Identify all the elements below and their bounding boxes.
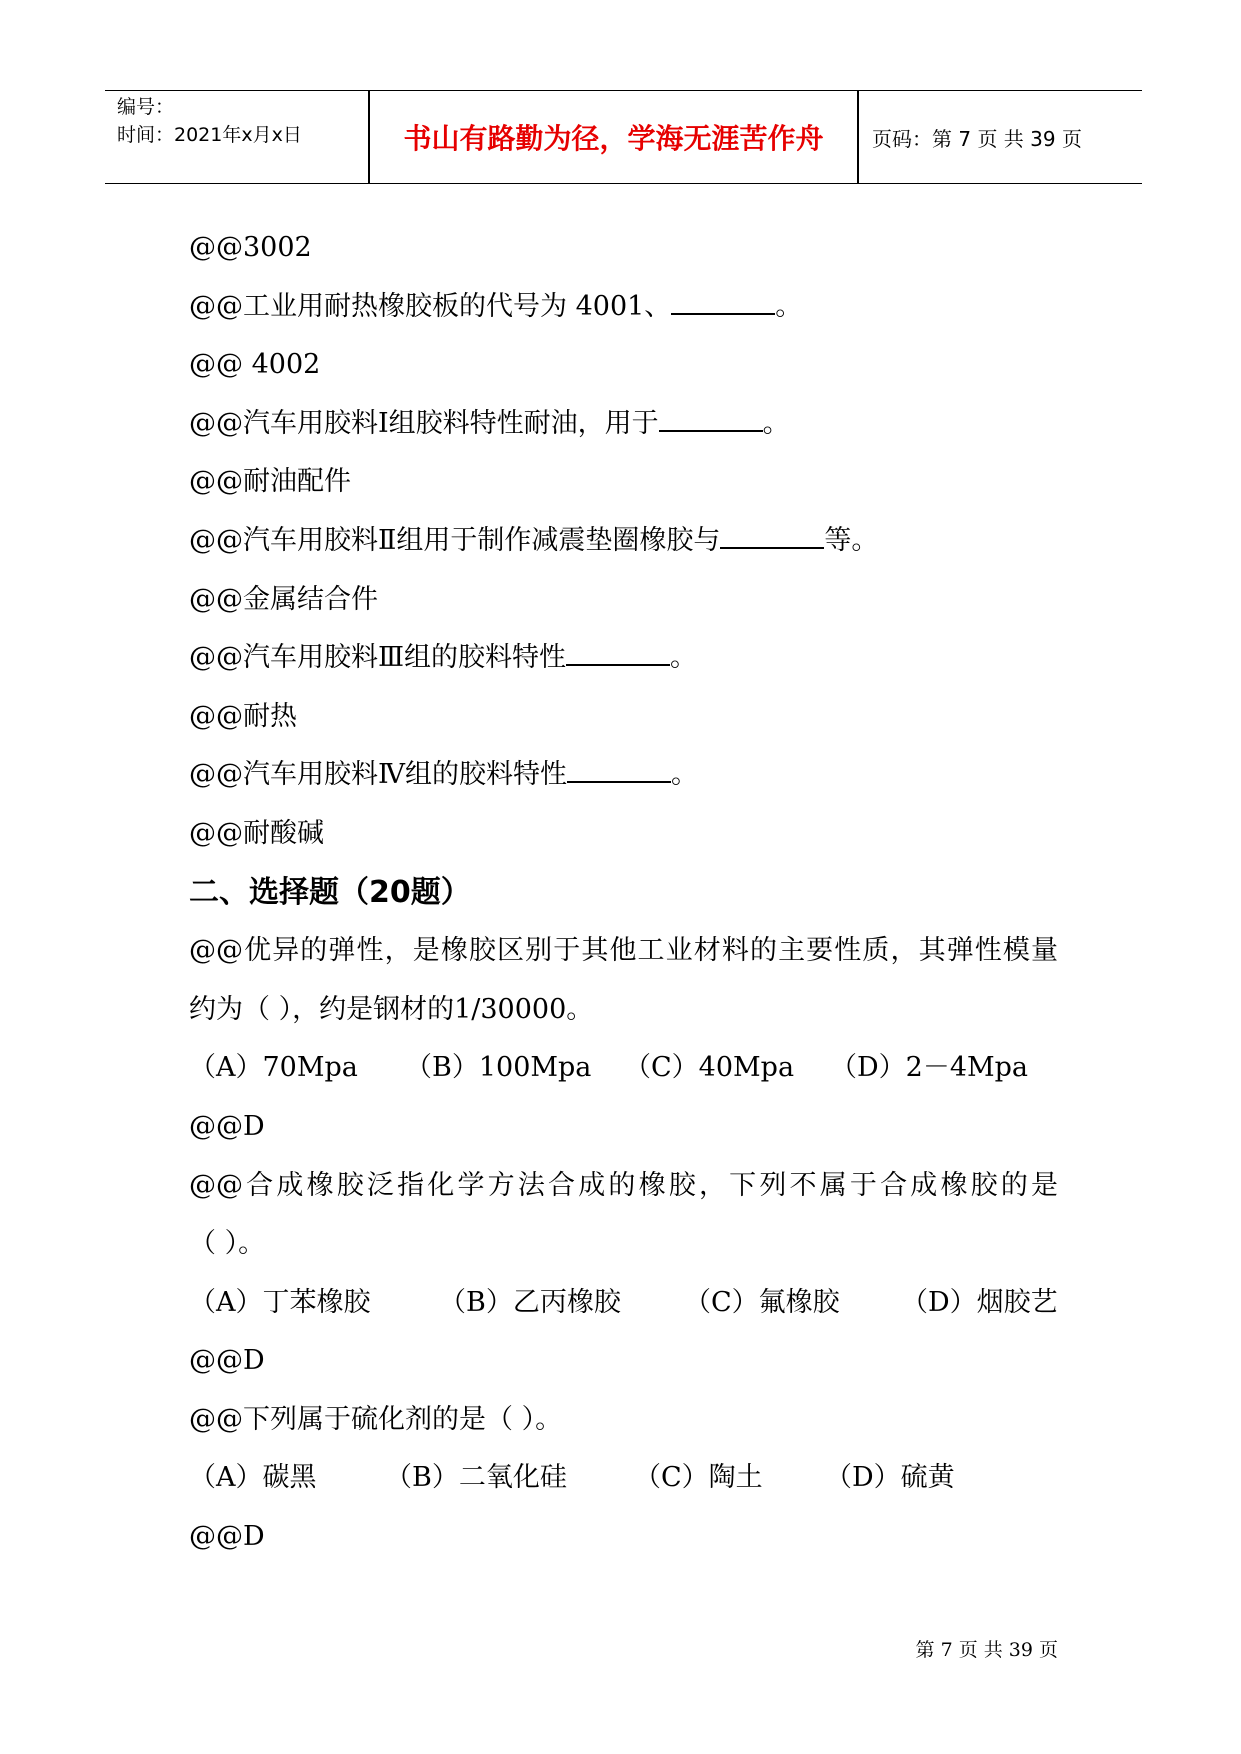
option-b: （B）乙丙橡胶 [439, 1286, 621, 1318]
fill-in-question [189, 278, 1089, 337]
question-text: @@汽车用胶料Ⅰ组胶料特性耐油，用于 [189, 407, 659, 439]
choice-question-text: 约为（ ），约是钢材的1/30000。 [189, 993, 594, 1025]
question-text: @@汽车用胶料Ⅲ组的胶料特性 [189, 642, 567, 674]
choice-question-text: （ ）。 [189, 1228, 266, 1260]
option-d: （D）烟胶艺 [901, 1286, 1058, 1318]
serial-label: 编号： [117, 96, 175, 118]
option-d: （D）2－4Mpa [830, 1052, 1029, 1084]
question-text-end: 。 [670, 759, 698, 791]
option-a: （A）碳黑 [189, 1462, 317, 1494]
document-body [189, 219, 1089, 1567]
question-text: @@汽车用胶料Ⅱ组用于制作减震垫圈橡胶与 [189, 524, 721, 556]
fill-in-question [189, 746, 1089, 805]
question-text: @@工业用耐热橡胶板的代号为 4001、 [189, 290, 672, 322]
choice-question-text: @@优异的弹性，是橡胶区别于其他工业材料的主要性质，其弹性模量 [189, 935, 1058, 967]
fill-in-question [189, 395, 1089, 454]
fill-in-question [189, 512, 1089, 571]
option-a: （A）70Mpa [189, 1052, 358, 1084]
answer-line: @@D [189, 1345, 265, 1377]
choice-question-text: @@合成橡胶泛指化学方法合成的橡胶，下列不属于合成橡胶的是 [189, 1169, 1058, 1201]
choice-options [189, 1449, 1089, 1508]
option-d: （D）硫黄 [825, 1462, 955, 1494]
option-c: （C）氟橡胶 [684, 1286, 840, 1318]
question-text: @@汽车用胶料Ⅳ组的胶料特性 [189, 759, 567, 791]
option-b: （B）100Mpa [405, 1052, 592, 1084]
answer-line: @@D [189, 1110, 265, 1142]
page-header [105, 90, 1142, 184]
answer-blank [659, 406, 763, 432]
page-footer: 第 7 页 共 39 页 [915, 1639, 1058, 1661]
option-a: （A）丁苯橡胶 [189, 1286, 371, 1318]
question-text-end: 。 [670, 642, 698, 674]
question-text-end: 等。 [824, 524, 879, 556]
header-meta [117, 93, 302, 149]
choice-question-text: @@下列属于硫化剂的是（ ）。 [189, 1403, 563, 1435]
answer-line: @@ 4002 [189, 349, 321, 381]
header-page-info: 页码：第 7 页 共 39 页 [872, 126, 1082, 151]
answer-blank [720, 523, 824, 549]
answer-line: @@耐热 [189, 700, 297, 732]
answer-line: @@耐酸碱 [189, 817, 324, 849]
answer-line: @@耐油配件 [189, 466, 351, 498]
answer-blank [566, 640, 670, 666]
question-text-end: 。 [762, 407, 790, 439]
answer-blank [567, 757, 671, 783]
option-b: （B）二氧化硅 [385, 1462, 567, 1494]
choice-options [189, 1039, 1089, 1098]
question-text-end: 。 [775, 290, 803, 322]
answer-line: @@D [189, 1521, 265, 1553]
section-heading: 二、选择题（20题） [189, 874, 471, 910]
fill-in-question [189, 629, 1089, 688]
option-c: （C）陶土 [634, 1462, 763, 1494]
header-motto: 书山有路勤为径，学海无涯苦作舟 [403, 122, 824, 155]
answer-line: @@金属结合件 [189, 583, 378, 615]
option-c: （C）40Mpa [624, 1052, 795, 1084]
header-divider [857, 91, 859, 183]
answer-blank [671, 289, 775, 315]
choice-options [189, 1274, 1089, 1333]
date-line: 时间：2021年x月x日 [117, 124, 302, 146]
answer-line: @@3002 [189, 232, 312, 263]
